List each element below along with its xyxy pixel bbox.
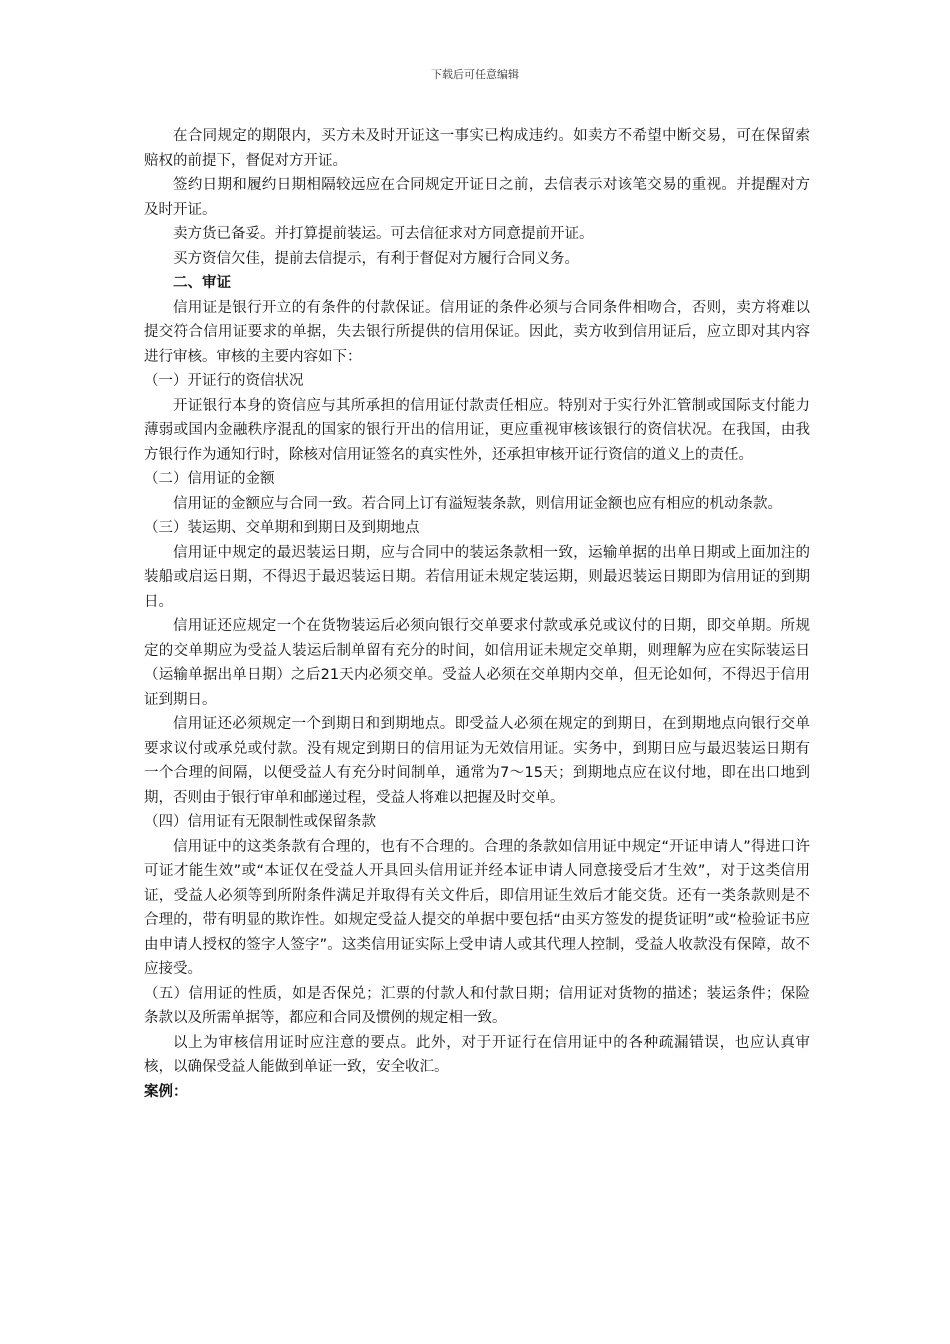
body-paragraph: 信用证中的这类条款有合理的，也有不合理的。合理的条款如信用证中规定“开证申请人”得进口许可证才能生效”或“本证仅在受益人开具回头信用证并经本证申请人同意接受后才生效”，对于这类信用证，受益人必须等到所附条件满足并取得有关文件后，即信用证生效后才能交货。还有一类条款则是不合理的，带有明显的欺诈性。如规定受益人提交的单据中要包括“由买方签发的提货证明”或“检验证书应由申请人授权的签字人签字”。这类信用证实际上受申请人或其代理人控制，受益人收款没有保障，故不应接受。: [144, 838, 810, 977]
page-header: 下载后可任意编辑: [431, 68, 519, 81]
body-paragraph: 在合同规定的期限内，买方未及时开证这一事实已构成违约。如卖方不希望中断交易，可在保留索赔权的前提下，督促对方开证。: [144, 128, 810, 169]
body-paragraph: 签约日期和履约日期相隔较远应在合同规定开证日之前，去信表示对该笔交易的重视。并提醒对方及时开证。: [144, 177, 810, 218]
section-heading: 二、审证: [173, 275, 231, 291]
body-paragraph: 信用证的金额应与合同一致。若合同上订有溢短装条款，则信用证金额也应有相应的机动条款。: [173, 495, 782, 512]
body-paragraph: 买方资信欠佳，提前去信提示，有利于督促对方履行合同义务。: [173, 250, 579, 267]
document-body: [144, 124, 810, 1104]
subsection-heading: （四）信用证有无限制性或保留条款: [144, 814, 376, 830]
body-paragraph: 信用证中规定的最迟装运日期，应与合同中的装运条款相一致，运输单据的出单日期或上面加注的装船或启运日期，不得迟于最迟装运日期。若信用证未规定装运期，则最迟装运日期即为信用证的到期日。: [144, 544, 810, 610]
body-paragraph: 卖方货已备妥。并打算提前装运。可去信征求对方同意提前开证。: [173, 226, 594, 242]
subsection-heading: （一）开证行的资信状况: [144, 373, 304, 389]
subsection-heading: （三）装运期、交单期和到期日及到期地点: [144, 520, 420, 536]
body-paragraph: 以上为审核信用证时应注意的要点。此外，对于开证行在信用证中的各种疏漏错误，也应认真审核，以确保受益人能做到单证一致，安全收汇。: [144, 1034, 810, 1075]
body-paragraph: 信用证是银行开立的有条件的付款保证。信用证的条件必须与合同条件相吻合，否则，卖方将难以提交符合信用证要求的单据，失去银行所提供的信用保证。因此，卖方收到信用证后，应立即对其内容进行审核。审核的主要内容如下：: [144, 299, 810, 365]
body-paragraph: 开证银行本身的资信应与其所承担的信用证付款责任相应。特别对于实行外汇管制或国际支付能力薄弱或国内金融秩序混乱的国家的银行开出的信用证，更应重视审核该银行的资信状况。在我国，由我方银行作为通知行时，除核对信用证签名的真实性外，还承担审核开证行资信的道义上的责任。: [144, 397, 810, 463]
body-paragraph: 信用证还必须规定一个到期日和到期地点。即受益人必须在规定的到期日，在到期地点向银行交单要求议付或承兑或付款。没有规定到期日的信用证为无效信用证。实务中，到期日应与最迟装运日期有一个合理的间隔，以便受益人有充分时间制单，通常为7～15天；到期地点应在议付地，即在出口地到期，否则由于银行审单和邮递过程，受益人将难以把握及时交单。: [144, 716, 810, 806]
body-paragraph: 信用证还应规定一个在货物装运后必须向银行交单要求付款或承兑或议付的日期，即交单期。所规定的交单期应为受益人装运后制单留有充分的时间，如信用证未规定交单期，则理解为应在实际装运日（运输单据出单日期）之后21天内必须交单。受益人必须在交单期内交单，但无论如何，不得迟于信用证到期日。: [144, 618, 810, 708]
case-heading: 案例：: [144, 1083, 188, 1100]
subsection-heading: （五）信用证的性质，如是否保兑；汇票的付款人和付款日期；信用证对货物的描述；装运条件；保险条款以及所需单据等，都应和合同及惯例的规定相一致。: [144, 985, 810, 1026]
subsection-heading: （二）信用证的金额: [144, 471, 275, 487]
